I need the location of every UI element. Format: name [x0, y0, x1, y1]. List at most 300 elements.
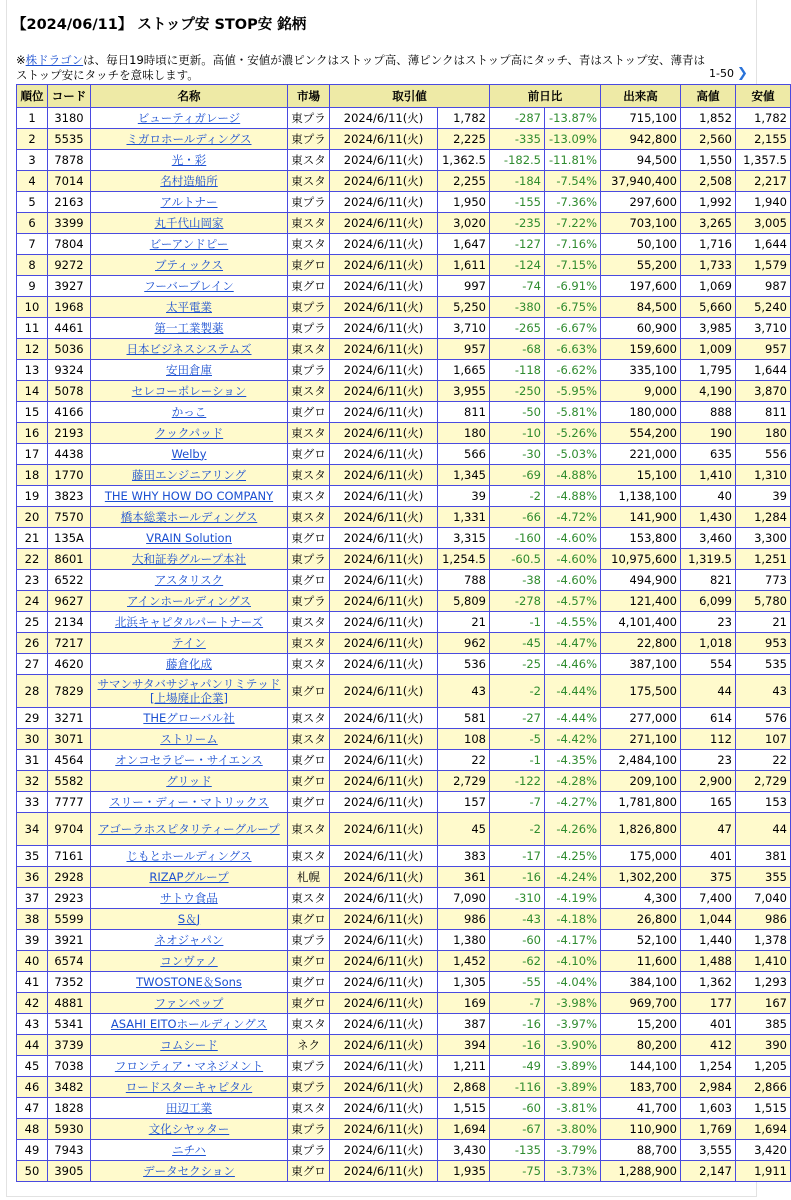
- market-cell: 東プラ: [288, 591, 330, 612]
- stock-name-link[interactable]: じもとホールディングス: [126, 848, 252, 863]
- table-row: [17, 930, 791, 951]
- market-cell: 東グロ: [288, 276, 330, 297]
- change-pct-cell: -3.90%: [545, 1035, 601, 1056]
- market-cell: 東グロ: [288, 255, 330, 276]
- stock-name-link[interactable]: 日本ビジネスシステムズ: [126, 341, 252, 356]
- rank-cell: 15: [17, 402, 48, 423]
- date-cell: 2024/6/11(火): [330, 1140, 438, 1161]
- stock-name-link[interactable]: 北浜キャピタルパートナーズ: [114, 614, 264, 629]
- name-cell: [91, 1035, 288, 1056]
- low-cell: 381: [736, 846, 791, 867]
- change-pct-cell: -3.97%: [545, 1014, 601, 1035]
- change-cell: -124: [490, 255, 545, 276]
- change-cell: -38: [490, 570, 545, 591]
- market-cell: 東スタ: [288, 213, 330, 234]
- volume-cell: 209,100: [601, 771, 681, 792]
- change-pct-cell: -5.95%: [545, 381, 601, 402]
- market-cell: 東プラ: [288, 1056, 330, 1077]
- name-cell: [91, 465, 288, 486]
- date-cell: 2024/6/11(火): [330, 549, 438, 570]
- table-row: [17, 708, 791, 729]
- table-row: [17, 108, 791, 129]
- stock-name-link[interactable]: 藤倉化成: [166, 656, 212, 671]
- change-pct-cell: -4.60%: [545, 528, 601, 549]
- price-cell: 1,935: [438, 1161, 490, 1182]
- date-cell: 2024/6/11(火): [330, 591, 438, 612]
- next-page-icon[interactable]: ❯: [736, 66, 748, 81]
- low-cell: 1,357.5: [736, 150, 791, 171]
- rank-cell: 26: [17, 633, 48, 654]
- update-note: [16, 53, 716, 83]
- stock-name-link[interactable]: VRAIN Solution: [146, 530, 232, 545]
- stock-name-link[interactable]: Welby: [171, 446, 207, 461]
- market-cell: 東グロ: [288, 792, 330, 813]
- volume-cell: 15,100: [601, 465, 681, 486]
- code-cell: 9324: [48, 360, 91, 381]
- date-cell: 2024/6/11(火): [330, 129, 438, 150]
- name-cell: [91, 129, 288, 150]
- name-cell: [91, 846, 288, 867]
- date-cell: 2024/6/11(火): [330, 486, 438, 507]
- volume-cell: 9,000: [601, 381, 681, 402]
- price-cell: 1,782: [438, 108, 490, 129]
- stock-name-link[interactable]: 第一工業製薬: [154, 320, 224, 335]
- stock-name-link[interactable]: オンコセラピー・サイエンス: [115, 752, 263, 767]
- date-cell: 2024/6/11(火): [330, 402, 438, 423]
- code-cell: 7570: [48, 507, 91, 528]
- table-row: [17, 255, 791, 276]
- low-cell: 2,155: [736, 129, 791, 150]
- code-cell: 8601: [48, 549, 91, 570]
- change-cell: -17: [490, 846, 545, 867]
- low-cell: 3,870: [736, 381, 791, 402]
- change-pct-cell: -6.62%: [545, 360, 601, 381]
- market-cell: 東グロ: [288, 909, 330, 930]
- volume-cell: 159,600: [601, 339, 681, 360]
- volume-cell: 52,100: [601, 930, 681, 951]
- high-cell: 1,410: [681, 465, 736, 486]
- stock-name-link[interactable]: ネオジャパン: [154, 932, 224, 947]
- stock-name-link[interactable]: ストリーム: [160, 731, 218, 746]
- stock-name-link[interactable]: アルトナー: [160, 194, 218, 209]
- code-cell: 5036: [48, 339, 91, 360]
- date-cell: 2024/6/11(火): [330, 867, 438, 888]
- rank-cell: 12: [17, 339, 48, 360]
- change-pct-cell: -6.75%: [545, 297, 601, 318]
- stock-name-link[interactable]: フーバーブレイン: [144, 278, 234, 293]
- table-row: [17, 909, 791, 930]
- date-cell: 2024/6/11(火): [330, 1056, 438, 1077]
- low-cell: 1,310: [736, 465, 791, 486]
- change-cell: -16: [490, 1035, 545, 1056]
- table-row: [17, 846, 791, 867]
- price-cell: 1,362.5: [438, 150, 490, 171]
- price-cell: 962: [438, 633, 490, 654]
- market-cell: 東スタ: [288, 729, 330, 750]
- stock-name-link[interactable]: 光・彩: [171, 152, 207, 167]
- low-cell: 556: [736, 444, 791, 465]
- volume-cell: 110,900: [601, 1119, 681, 1140]
- high-cell: 614: [681, 708, 736, 729]
- high-cell: 412: [681, 1035, 736, 1056]
- volume-cell: 15,200: [601, 1014, 681, 1035]
- price-cell: 21: [438, 612, 490, 633]
- price-cell: 986: [438, 909, 490, 930]
- stock-name-link[interactable]: 丸千代山岡家: [154, 215, 224, 230]
- table-row: [17, 1014, 791, 1035]
- price-cell: 383: [438, 846, 490, 867]
- stock-name-link[interactable]: クックパッド: [154, 425, 224, 440]
- volume-cell: 271,100: [601, 729, 681, 750]
- rank-cell: 10: [17, 297, 48, 318]
- stock-name-link[interactable]: 文化シヤッター: [148, 1121, 230, 1136]
- rank-cell: 16: [17, 423, 48, 444]
- col-name[interactable]: 名称: [91, 85, 288, 108]
- code-cell: 5078: [48, 381, 91, 402]
- price-cell: 1,515: [438, 1098, 490, 1119]
- volume-cell: 297,600: [601, 192, 681, 213]
- name-cell: [91, 972, 288, 993]
- price-cell: 581: [438, 708, 490, 729]
- date-cell: 2024/6/11(火): [330, 1077, 438, 1098]
- stock-name-link[interactable]: 名村造船所: [160, 173, 218, 188]
- low-cell: 986: [736, 909, 791, 930]
- rank-cell: 21: [17, 528, 48, 549]
- market-cell: 東プラ: [288, 297, 330, 318]
- stock-name-link[interactable]: サマンサタバサジャパンリミテッド[上場廃止企業]: [97, 677, 281, 705]
- rank-cell: 14: [17, 381, 48, 402]
- stock-name-link[interactable]: グリッド: [166, 773, 212, 788]
- high-cell: 1,852: [681, 108, 736, 129]
- volume-cell: 554,200: [601, 423, 681, 444]
- name-cell: [91, 549, 288, 570]
- stock-name-link[interactable]: かっこ: [171, 404, 207, 419]
- market-cell: 東スタ: [288, 1014, 330, 1035]
- table-row: [17, 570, 791, 591]
- stock-name-link[interactable]: TWOSTONE＆Sons: [136, 974, 242, 989]
- high-cell: 2,984: [681, 1077, 736, 1098]
- date-cell: 2024/6/11(火): [330, 444, 438, 465]
- code-cell: 3905: [48, 1161, 91, 1182]
- stock-name-link[interactable]: スリー・ディー・マトリックス: [109, 794, 269, 809]
- col-market[interactable]: 市場: [288, 85, 330, 108]
- stock-name-link[interactable]: 安田倉庫: [166, 362, 212, 377]
- change-pct-cell: -4.17%: [545, 930, 601, 951]
- date-cell: 2024/6/11(火): [330, 1098, 438, 1119]
- code-cell: 2923: [48, 888, 91, 909]
- change-pct-cell: -3.89%: [545, 1077, 601, 1098]
- col-price[interactable]: 取引値: [330, 85, 490, 108]
- stock-name-link[interactable]: S＆J: [177, 911, 201, 926]
- change-cell: -335: [490, 129, 545, 150]
- volume-cell: 494,900: [601, 570, 681, 591]
- stock-name-link[interactable]: アインホールディングス: [127, 593, 251, 608]
- high-cell: 23: [681, 612, 736, 633]
- price-cell: 45: [438, 813, 490, 846]
- stock-name-link[interactable]: データセクション: [143, 1163, 235, 1178]
- name-cell: [91, 360, 288, 381]
- volume-cell: 387,100: [601, 654, 681, 675]
- market-cell: 東スタ: [288, 633, 330, 654]
- rank-cell: 5: [17, 192, 48, 213]
- change-cell: -116: [490, 1077, 545, 1098]
- stock-name-link[interactable]: ファンペップ: [154, 995, 224, 1010]
- table-header-row: [17, 85, 791, 108]
- change-cell: -69: [490, 465, 545, 486]
- low-cell: 773: [736, 570, 791, 591]
- stock-name-link[interactable]: フロンティア・マネジメント: [114, 1058, 264, 1073]
- volume-cell: 4,300: [601, 888, 681, 909]
- rank-cell: 29: [17, 708, 48, 729]
- change-cell: -182.5: [490, 150, 545, 171]
- rank-cell: 3: [17, 150, 48, 171]
- stock-name-link[interactable]: ニチハ: [172, 1142, 206, 1157]
- change-cell: -74: [490, 276, 545, 297]
- code-cell: 2928: [48, 867, 91, 888]
- change-cell: -287: [490, 108, 545, 129]
- date-cell: 2024/6/11(火): [330, 771, 438, 792]
- name-cell: [91, 108, 288, 129]
- market-cell: 東スタ: [288, 234, 330, 255]
- high-cell: 3,985: [681, 318, 736, 339]
- table-row: [17, 1140, 791, 1161]
- kabu-dragon-link[interactable]: 株ドラゴン: [25, 53, 84, 67]
- price-cell: 43: [438, 675, 490, 708]
- name-cell: [91, 951, 288, 972]
- low-cell: 355: [736, 867, 791, 888]
- change-pct-cell: -11.81%: [545, 150, 601, 171]
- market-cell: 東プラ: [288, 549, 330, 570]
- change-pct-cell: -4.19%: [545, 888, 601, 909]
- page-title: 【2024/06/11】 ストップ安 STOP安 銘柄: [12, 17, 307, 33]
- market-cell: 東スタ: [288, 150, 330, 171]
- change-pct-cell: -4.44%: [545, 708, 601, 729]
- high-cell: 2,900: [681, 771, 736, 792]
- change-pct-cell: -6.63%: [545, 339, 601, 360]
- table-row: [17, 444, 791, 465]
- change-pct-cell: -6.91%: [545, 276, 601, 297]
- date-cell: 2024/6/11(火): [330, 213, 438, 234]
- rank-cell: 11: [17, 318, 48, 339]
- volume-cell: 175,000: [601, 846, 681, 867]
- stock-name-link[interactable]: ブティックス: [155, 257, 223, 272]
- rank-cell: 28: [17, 675, 48, 708]
- name-cell: [91, 276, 288, 297]
- change-cell: -1: [490, 750, 545, 771]
- col-code[interactable]: コード: [48, 85, 91, 108]
- stock-name-link[interactable]: ビューティガレージ: [137, 110, 241, 125]
- col-rank[interactable]: 順位: [17, 85, 48, 108]
- low-cell: 3,710: [736, 318, 791, 339]
- stock-name-link[interactable]: ロードスターキャピタル: [125, 1079, 253, 1094]
- stock-name-link[interactable]: コンヴァノ: [160, 953, 218, 968]
- change-pct-cell: -3.73%: [545, 1161, 601, 1182]
- price-cell: 997: [438, 276, 490, 297]
- table-row: [17, 1077, 791, 1098]
- table-row: [17, 465, 791, 486]
- date-cell: 2024/6/11(火): [330, 1035, 438, 1056]
- name-cell: [91, 234, 288, 255]
- code-cell: 4438: [48, 444, 91, 465]
- change-cell: -45: [490, 633, 545, 654]
- market-cell: 東プラ: [288, 1119, 330, 1140]
- volume-cell: 11,600: [601, 951, 681, 972]
- market-cell: 東スタ: [288, 1098, 330, 1119]
- stock-name-link[interactable]: アゴーラホスピタリティーグループ: [98, 822, 280, 836]
- date-cell: 2024/6/11(火): [330, 381, 438, 402]
- rank-cell: 13: [17, 360, 48, 381]
- code-cell: 7777: [48, 792, 91, 813]
- low-cell: 39: [736, 486, 791, 507]
- col-volume[interactable]: 出来高: [601, 85, 681, 108]
- rank-cell: 42: [17, 993, 48, 1014]
- date-cell: 2024/6/11(火): [330, 1119, 438, 1140]
- date-cell: 2024/6/11(火): [330, 339, 438, 360]
- market-cell: 東プラ: [288, 1077, 330, 1098]
- price-cell: 5,250: [438, 297, 490, 318]
- date-cell: 2024/6/11(火): [330, 465, 438, 486]
- name-cell: [91, 792, 288, 813]
- date-cell: 2024/6/11(火): [330, 171, 438, 192]
- table-row: [17, 951, 791, 972]
- stock-name-link[interactable]: 大和証券グループ本社: [131, 551, 247, 566]
- code-cell: 3823: [48, 486, 91, 507]
- name-cell: [91, 888, 288, 909]
- low-cell: 2,217: [736, 171, 791, 192]
- stock-name-link[interactable]: コムシード: [160, 1037, 218, 1052]
- code-cell: 6522: [48, 570, 91, 591]
- low-cell: 1,782: [736, 108, 791, 129]
- change-pct-cell: -3.80%: [545, 1119, 601, 1140]
- change-cell: -75: [490, 1161, 545, 1182]
- high-cell: 177: [681, 993, 736, 1014]
- table-row: [17, 813, 791, 846]
- volume-cell: 10,975,600: [601, 549, 681, 570]
- change-cell: -184: [490, 171, 545, 192]
- low-cell: 22: [736, 750, 791, 771]
- rank-cell: 24: [17, 591, 48, 612]
- market-cell: 東グロ: [288, 444, 330, 465]
- name-cell: [91, 318, 288, 339]
- high-cell: 2,560: [681, 129, 736, 150]
- volume-cell: 144,100: [601, 1056, 681, 1077]
- code-cell: 2163: [48, 192, 91, 213]
- volume-cell: 703,100: [601, 213, 681, 234]
- low-cell: 1,694: [736, 1119, 791, 1140]
- low-cell: 5,780: [736, 591, 791, 612]
- code-cell: 5341: [48, 1014, 91, 1035]
- table-row: [17, 1056, 791, 1077]
- stock-name-link[interactable]: 太平電業: [166, 299, 212, 314]
- change-cell: -2: [490, 813, 545, 846]
- code-cell: 5599: [48, 909, 91, 930]
- rank-cell: 2: [17, 129, 48, 150]
- code-cell: 2134: [48, 612, 91, 633]
- stock-name-link[interactable]: 藤田エンジニアリング: [131, 467, 247, 482]
- code-cell: 3399: [48, 213, 91, 234]
- high-cell: 4,190: [681, 381, 736, 402]
- change-pct-cell: -3.89%: [545, 1056, 601, 1077]
- name-cell: [91, 444, 288, 465]
- stock-name-link[interactable]: RIZAPグループ: [149, 869, 229, 884]
- col-high[interactable]: 高値: [681, 85, 736, 108]
- date-cell: 2024/6/11(火): [330, 318, 438, 339]
- stock-name-link[interactable]: THEグローバル社: [143, 710, 235, 725]
- stock-name-link[interactable]: アスタリスク: [154, 572, 224, 587]
- change-pct-cell: -7.36%: [545, 192, 601, 213]
- low-cell: 1,410: [736, 951, 791, 972]
- volume-cell: 715,100: [601, 108, 681, 129]
- high-cell: 1,603: [681, 1098, 736, 1119]
- low-cell: 385: [736, 1014, 791, 1035]
- market-cell: 東プラ: [288, 318, 330, 339]
- name-cell: [91, 339, 288, 360]
- high-cell: 375: [681, 867, 736, 888]
- change-pct-cell: -4.24%: [545, 867, 601, 888]
- rank-cell: 7: [17, 234, 48, 255]
- table-row: [17, 993, 791, 1014]
- code-cell: 6574: [48, 951, 91, 972]
- price-cell: 2,729: [438, 771, 490, 792]
- market-cell: 東スタ: [288, 708, 330, 729]
- change-cell: -5: [490, 729, 545, 750]
- col-low[interactable]: 安値: [736, 85, 791, 108]
- high-cell: 3,265: [681, 213, 736, 234]
- stock-name-link[interactable]: ASAHI EITOホールディングス: [110, 1016, 268, 1031]
- name-cell: [91, 993, 288, 1014]
- rank-cell: 23: [17, 570, 48, 591]
- stock-name-link[interactable]: サトウ食品: [160, 890, 218, 905]
- stock-name-link[interactable]: 田辺工業: [166, 1100, 212, 1115]
- col-change[interactable]: 前日比: [490, 85, 601, 108]
- rank-cell: 37: [17, 888, 48, 909]
- price-cell: 1,950: [438, 192, 490, 213]
- price-cell: 361: [438, 867, 490, 888]
- volume-cell: 1,826,800: [601, 813, 681, 846]
- high-cell: 23: [681, 750, 736, 771]
- name-cell: [91, 192, 288, 213]
- low-cell: 3,420: [736, 1140, 791, 1161]
- change-cell: -1: [490, 612, 545, 633]
- date-cell: 2024/6/11(火): [330, 654, 438, 675]
- high-cell: 47: [681, 813, 736, 846]
- stock-name-link[interactable]: セレコーポレーション: [131, 383, 247, 398]
- low-cell: 987: [736, 276, 791, 297]
- rank-cell: 36: [17, 867, 48, 888]
- volume-cell: 384,100: [601, 972, 681, 993]
- stock-name-link[interactable]: THE WHY HOW DO COMPANY: [104, 488, 274, 503]
- change-pct-cell: -13.09%: [545, 129, 601, 150]
- change-cell: -62: [490, 951, 545, 972]
- name-cell: [91, 867, 288, 888]
- date-cell: 2024/6/11(火): [330, 792, 438, 813]
- stock-name-link[interactable]: ミガロホールディングス: [126, 131, 252, 146]
- high-cell: 1,044: [681, 909, 736, 930]
- price-cell: 2,868: [438, 1077, 490, 1098]
- change-cell: -55: [490, 972, 545, 993]
- code-cell: 7829: [48, 675, 91, 708]
- stock-name-link[interactable]: 橋本総業ホールディングス: [120, 509, 258, 524]
- code-cell: 2193: [48, 423, 91, 444]
- stock-name-link[interactable]: ビーアンドピー: [149, 236, 229, 251]
- stock-name-link[interactable]: テイン: [172, 635, 206, 650]
- name-cell: [91, 654, 288, 675]
- high-cell: 821: [681, 570, 736, 591]
- date-cell: 2024/6/11(火): [330, 192, 438, 213]
- rank-cell: 31: [17, 750, 48, 771]
- date-cell: 2024/6/11(火): [330, 108, 438, 129]
- date-cell: 2024/6/11(火): [330, 255, 438, 276]
